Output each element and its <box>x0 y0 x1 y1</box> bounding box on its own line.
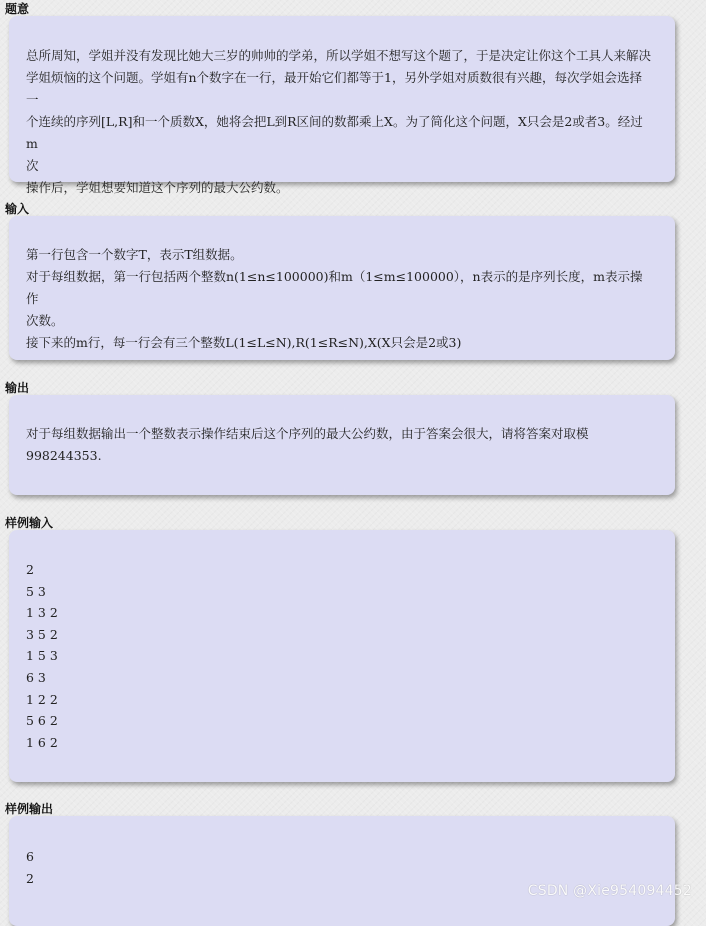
sample-output-panel <box>9 816 675 926</box>
sample-output-line: 2 <box>26 870 34 886</box>
input-line-3: 次数。 <box>26 313 64 328</box>
sample-input-line: 1 5 3 <box>26 648 58 664</box>
sample-input-line: 3 5 2 <box>26 626 58 642</box>
sample-output-section-title: 样例输出 <box>5 802 54 816</box>
input-line-2: 对于每组数据，第一行包括两个整数n(1≤n≤100000)和m（1≤m≤100000），n表示的是序列长度，m表示操作 <box>26 269 643 306</box>
sample-input-line: 6 3 <box>26 669 46 685</box>
input-description-panel <box>9 216 675 360</box>
sample-input-panel <box>9 530 675 782</box>
sample-input-line: 5 3 <box>26 583 46 599</box>
problem-section-title: 题意 <box>5 2 30 16</box>
problem-line-5: 操作后，学姐想要知道这个序列的最大公约数。 <box>26 180 289 195</box>
problem-line-2: 学姐烦恼的这个问题。学姐有n个数字在一行，最开始它们都等于1，另外学姐对质数很有兴趣，每次学姐会选择一 <box>26 70 643 107</box>
problem-description-panel <box>9 16 675 195</box>
sample-input-line: 1 6 2 <box>26 734 58 750</box>
sample-input-section-title: 样例输入 <box>5 516 54 530</box>
problem-line-1: 总所周知，学姐并没有发现比她大三岁的帅帅的学弟，所以学姐不想写这个题了，于是决定让你这个工具人来解决 <box>26 48 652 63</box>
output-line-2: 998244353. <box>26 448 102 463</box>
input-line-4: 接下来的m行，每一行会有三个整数L(1≤L≤N),R(1≤R≤N),X(X只会是2或3) <box>26 335 462 350</box>
csdn-watermark: CSDN @Xie954094452 <box>527 883 692 899</box>
sample-input-line: 1 3 2 <box>26 605 58 621</box>
problem-line-4: 次 <box>26 158 39 173</box>
sample-input-line: 2 <box>26 562 34 577</box>
input-line-1: 第一行包含一个数字T，表示T组数据。 <box>26 247 243 262</box>
output-line-1: 对于每组数据输出一个整数表示操作结束后这个序列的最大公约数，由于答案会很大，请将答案对取模 <box>26 426 589 441</box>
output-section-title: 输出 <box>5 381 30 395</box>
sample-output-line: 6 <box>26 849 34 864</box>
input-section-title: 输入 <box>5 202 30 216</box>
output-description-panel <box>9 395 675 495</box>
sample-input-line: 5 6 2 <box>26 713 58 729</box>
problem-line-3: 个连续的序列[L,R]和一个质数X，她将会把L到R区间的数都乘上X。为了简化这个问题，X只会是2或者3。经过m <box>26 114 643 151</box>
sample-input-line: 1 2 2 <box>26 691 58 707</box>
